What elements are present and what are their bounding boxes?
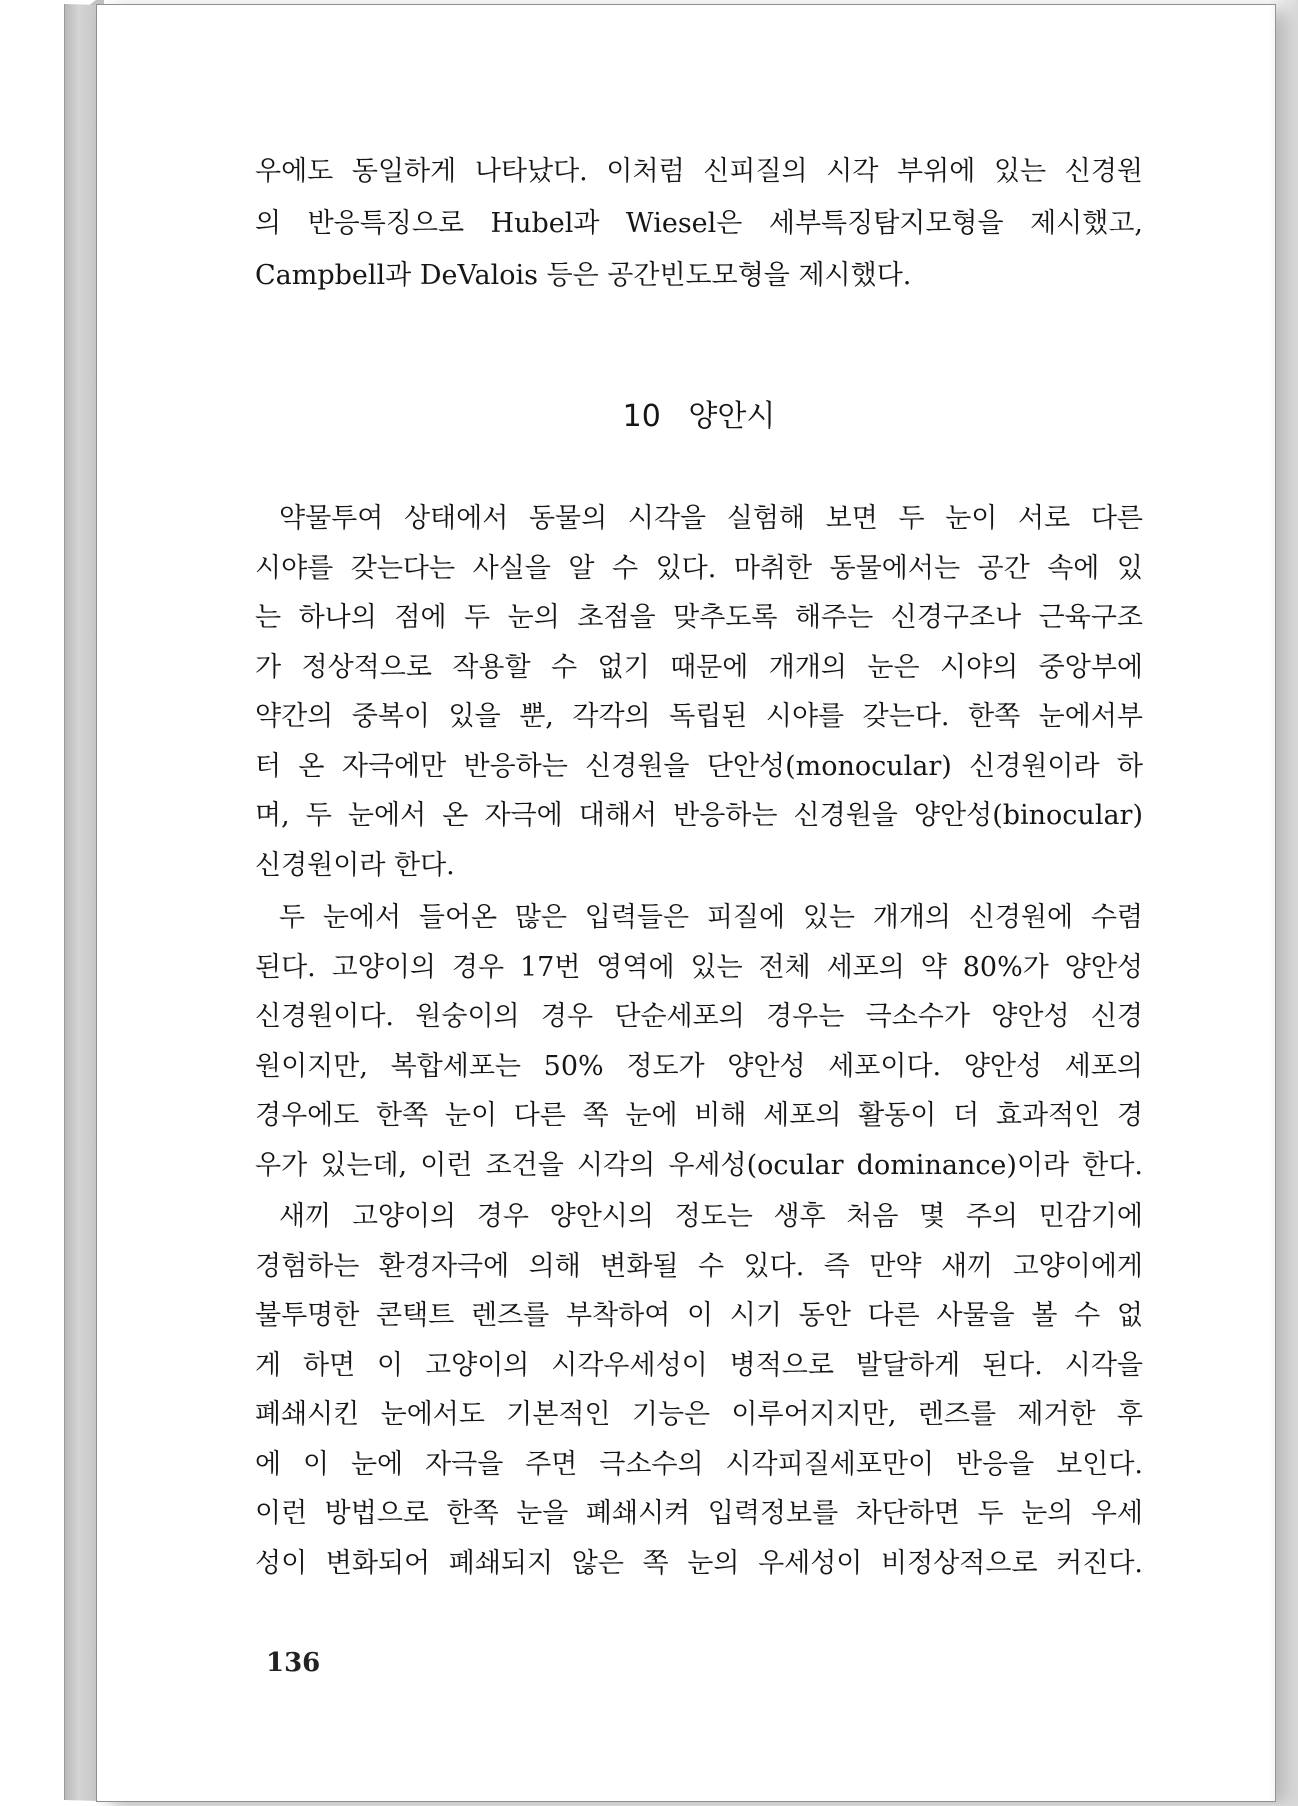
text-line: 원이지만, 복합세포는 50% 정도가 양안성 세포이다. 양안성 세포의 <box>255 1050 1143 1082</box>
paragraph-1 <box>255 494 1143 890</box>
text-line: 가 정상적으로 작용할 수 없기 때문에 개개의 눈은 시야의 중앙부에 <box>255 651 1143 683</box>
section-heading <box>255 392 1143 442</box>
text-line: 경험하는 환경자극에 의해 변화될 수 있다. 즉 만약 새끼 고양이에게 <box>255 1250 1143 1282</box>
text-line: 된다. 고양이의 경우 17번 영역에 있는 전체 세포의 약 80%가 양안성 <box>255 951 1143 983</box>
text-line: 이런 방법으로 한쪽 눈을 폐쇄시켜 입력정보를 차단하면 두 눈의 우세 <box>255 1498 1143 1529</box>
text-line: 약물투여 상태에서 동물의 시각을 실험해 보면 두 눈이 서로 다른 <box>279 503 1143 534</box>
page-stack-left-edge <box>64 4 99 1801</box>
text-line: 의 반응특징으로 Hubel과 Wiesel은 세부특징탐지모형을 제시했고, <box>255 208 1143 239</box>
text-line: 게 하면 이 고양이의 시각우세성이 병적으로 발달하게 된다. 시각을 <box>255 1349 1143 1381</box>
text-line: 약간의 중복이 있을 뿐, 각각의 독립된 시야를 갖는다. 한쪽 눈에서부 <box>255 701 1143 732</box>
page-shadow <box>1268 0 1298 1806</box>
section-title: 양안시 <box>688 399 776 434</box>
page-number: 136 <box>266 1648 321 1678</box>
section-number: 10 <box>622 399 661 434</box>
text-line: 폐쇄시킨 눈에서도 기본적인 기능은 이루어지지만, 렌즈를 제거한 후 <box>255 1399 1143 1430</box>
text-line: 경우에도 한쪽 눈이 다른 쪽 눈에 비해 세포의 활동이 더 효과적인 경 <box>255 1100 1143 1131</box>
text-line: 시야를 갖는다는 사실을 알 수 있다. 마취한 동물에서는 공간 속에 있 <box>255 552 1143 584</box>
text-line: 신경원이라 한다. <box>255 849 455 881</box>
intro-paragraph <box>255 146 1143 302</box>
text-line: 며, 두 눈에서 온 자극에 대해서 반응하는 신경원을 양안성(binocular) <box>255 800 1143 831</box>
text-line: 신경원이다. 원숭이의 경우 단순세포의 경우는 극소수가 양안성 신경 <box>255 1001 1143 1032</box>
text-line: 우에도 동일하게 나타났다. 이처럼 신피질의 시각 부위에 있는 신경원 <box>255 156 1143 187</box>
paragraph-2 <box>255 893 1143 1190</box>
text-line: 성이 변화되어 폐쇄되지 않은 쪽 눈의 우세성이 비정상적으로 커진다. <box>255 1547 1143 1579</box>
text-line: Campbell과 DeValois 등은 공간빈도모형을 제시했다. <box>255 260 912 291</box>
text-line: 불투명한 콘택트 렌즈를 부착하여 이 시기 동안 다른 사물을 볼 수 없 <box>255 1300 1143 1331</box>
text-line: 터 온 자극에만 반응하는 신경원을 단안성(monocular) 신경원이라 하 <box>255 750 1143 782</box>
text-line: 는 하나의 점에 두 눈의 초점을 맞추도록 해주는 신경구조나 근육구조 <box>255 602 1143 633</box>
text-line: 새끼 고양이의 경우 양안시의 정도는 생후 처음 몇 주의 민감기에 <box>279 1201 1143 1232</box>
text-line: 우가 있는데, 이런 조건을 시각의 우세성(ocular dominance)이라 한다. <box>255 1149 1143 1181</box>
text-line: 두 눈에서 들어온 많은 입력들은 피질에 있는 개개의 신경원에 수렴 <box>279 902 1143 933</box>
paragraph-3 <box>255 1192 1143 1588</box>
text-line: 에 이 눈에 자극을 주면 극소수의 시각피질세포만이 반응을 보인다. <box>255 1448 1143 1480</box>
